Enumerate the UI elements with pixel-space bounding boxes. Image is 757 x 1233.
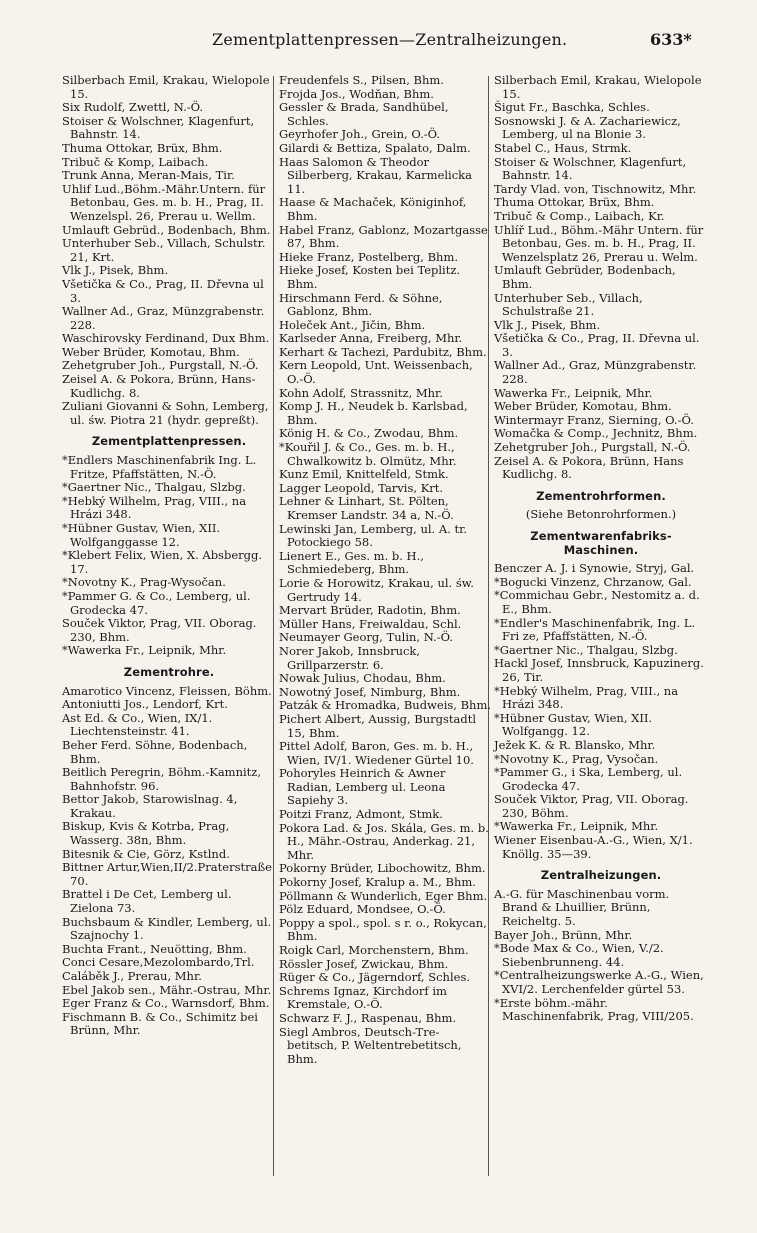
directory-entry: Sosnowski J. & A. Zachariewicz, Lemberg, ul na Blonie 3. (494, 113, 681, 142)
directory-entry: Conci Cesare,Mezolombardo,Trl. (62, 955, 255, 970)
directory-entry: Wintermayr Franz, Sierning, O.-Ö. (494, 412, 694, 427)
directory-entry: *Gaertner Nic., Thalgau, Slzbg. (62, 480, 246, 495)
directory-entry: Schwarz F. J., Raspenau, Bhm. (279, 1010, 457, 1025)
directory-entry: Tribuč & Comp., Laibach, Kr. (494, 208, 665, 223)
directory-entry: Lagger Leopold, Tarvis, Krt. (279, 480, 444, 495)
directory-entry: Schrems Ignaz, Kirchdorf im Kremstale, O.-Ö. (279, 983, 447, 1012)
directory-entry: Thuma Ottokar, Brüx, Bhm. (494, 195, 655, 210)
directory-entry: Wiener Eisenbau-A.-G., Wien, X/1. Knöllg. 35—39. (494, 833, 693, 861)
directory-entry: *Gaertner Nic., Thalgau, Slzbg. (494, 642, 678, 657)
directory-entry: Benczer A. J. i Synowie, Stryj, Gal. (494, 561, 695, 576)
directory-entry: Hirschmann Ferd. & Söhne, Gablonz, Bhm. (279, 290, 443, 319)
directory-entry: Pokorny Brüder, Libochowitz, Bhm. (279, 861, 486, 876)
directory-entry: Habel Franz, Gablonz, Mozartgasse 87, Bhm. (279, 222, 488, 251)
directory-entry: Uhlíř Lud., Böhm.-Mähr Untern. für Betonbau, Ges. m. b. H., Prag, II. Wenzelsplatz 26, Prerau u. Welm. (494, 222, 704, 264)
directory-entry: Eger Franz & Co., Warnsdorf, Bhm. (62, 996, 270, 1011)
directory-entry: Freudenfels S., Pilsen, Bhm. (279, 73, 444, 87)
directory-entry: Zeisel A. & Pokora, Brünn, Hans Kudlichg. 8. (494, 453, 684, 482)
directory-entry: *Hebký Wilhelm, Prag, VIII., na Hrázi 348. (494, 683, 679, 712)
directory-entry: Mervart Brüder, Radotin, Bhm. (279, 603, 461, 618)
directory-entry: Frojda Jos., Wodňan, Bhm. (279, 86, 434, 101)
directory-entry: Caláběk J., Prerau, Mhr. (62, 969, 202, 983)
directory-entry: Amarotico Vincenz, Fleissen, Böhm. (62, 683, 272, 698)
directory-entry: Lorie & Horowitz, Krakau, ul. św. Gertrudy 14. (279, 575, 474, 604)
directory-entry: Bittner Artur,Wien,II/2.Praterstraße 70. (62, 860, 272, 888)
directory-entry: Neumayer Georg, Tulin, N.-Ö. (279, 630, 454, 645)
column-right (494, 74, 708, 1024)
directory-entry: Unterhuber Seb., Villach, Schulstraße 21. (494, 290, 643, 319)
directory-entry: Všetička & Co., Prag, II. Dřevna ul 3. (62, 276, 264, 305)
directory-entry: Trunk Anna, Meran-Mais, Tir. (62, 168, 235, 183)
directory-entry: *Commichau Gebr., Nestomitz a. d. E., Bhm. (494, 588, 700, 616)
directory-entry: *Wawerka Fr., Leipnik, Mhr. (494, 819, 659, 834)
directory-entry: *Bogucki Vinzenz, Chrzanow, Gal. (494, 574, 692, 589)
directory-entry: Pöllmann & Wunderlich, Eger Bhm. (279, 888, 488, 903)
directory-entry: Haase & Machaček, Königinhof, Bhm. (279, 195, 467, 223)
directory-entry: *Endler's Maschinenfabrik, Ing. L. Fri ze, Pfaffstätten, N.-Ö. (494, 615, 696, 644)
directory-entry: Stoiser & Wolschner, Klagenfurt, Bahnstr. 14. (62, 113, 255, 142)
directory-entry: Poppy a spol., spol. s r. o., Rokycan, Bhm. (279, 915, 487, 944)
directory-entry: Vlk J., Pisek, Bhm. (494, 317, 601, 332)
directory-entry: Pohoryles Heinrich & Awner Radian, Lemberg ul. Leona Sapiehy 3. (279, 766, 446, 808)
directory-entry: Geyrhofer Joh., Grein, O.-Ö. (279, 127, 441, 142)
directory-entry: Komp J. H., Neudek b. Karlsbad, Bhm. (279, 399, 468, 427)
directory-entry: Holeček Ant., Jičin, Bhm. (279, 317, 426, 332)
directory-entry: Pokorny Josef, Kralup a. M., Bhm. (279, 875, 476, 890)
directory-entry: Šigut Fr., Baschka, Schles. (494, 100, 650, 115)
directory-entry: Souček Viktor, Prag, VII. Oborag. 230, Bhm. (62, 616, 257, 644)
directory-entry: Souček Viktor, Prag, VII. Oborag. 230, Böhm. (494, 792, 689, 820)
directory-entry: Zeisel A. & Pokora, Brünn, Hans-Kudlichg. 8. (62, 372, 256, 400)
directory-entry: Stabel C., Haus, Strmk. (494, 140, 632, 155)
directory-entry: Bitesnik & Cie, Görz, Kstlnd. (62, 846, 230, 861)
directory-entry: Silberbach Emil, Krakau, Wielopole 15. (494, 73, 702, 101)
directory-entry: Wallner Ad., Graz, Münzgrabenstr. 228. (494, 358, 697, 387)
directory-entry: *Bode Max & Co., Wien, V./2. Siebenbrunneng. 44. (494, 941, 664, 969)
directory-entry: Pichert Albert, Aussig, Burgstadtl 15, Bhm. (279, 711, 477, 740)
cross-reference-note: (Siehe Betonrohrformen.) (525, 507, 677, 522)
directory-entry: Norer Jakob, Innsbruck, Grillparzerstr. 6. (279, 643, 421, 672)
directory-entry: Thuma Ottokar, Brüx, Bhm. (62, 140, 223, 155)
running-title: Zementplattenpressen—Zentralheizungen. (212, 30, 568, 49)
directory-entry: Biskup, Kvis & Kotrba, Prag, Wasserg. 38n, Bhm. (62, 819, 230, 848)
directory-entry: Weber Brüder, Komotau, Bhm. (62, 344, 240, 359)
directory-entry: Všetička & Co., Prag, II. Dřevna ul. 3. (494, 331, 700, 359)
directory-entry: Pölz Eduard, Mondsee, O.-Ö. (279, 902, 446, 917)
directory-entry: Pittel Adolf, Baron, Ges. m. b. H., Wien, IV/1. Wiedener Gürtel 10. (279, 739, 474, 767)
directory-entry: Pokora Lad. & Jos. Skála, Ges. m. b. H., Mähr.-Ostrau, Anderkag. 21, Mhr. (279, 820, 489, 862)
directory-entry: Zehetgruber Joh., Purgstall, N.-Ö. (494, 440, 691, 455)
directory-entry: Siegl Ambros, Deutsch-Tre- betitsch, P. Weltentrebetitsch, Bhm. (279, 1024, 462, 1066)
directory-entry: A.-G. für Maschinenbau vorm. Brand & Lhuillier, Brünn, Reicheltg. 5. (494, 886, 670, 929)
directory-entry: Gessler & Brada, Sandhübel, Schles. (279, 100, 449, 128)
page-header (0, 30, 757, 60)
directory-entry: Kern Leopold, Unt. Weissenbach, O.-Ö. (279, 358, 473, 387)
directory-entry: Poitzi Franz, Admont, Stmk. (279, 807, 443, 822)
directory-entry: *Novotny K., Prag-Wysočan. (62, 575, 226, 590)
directory-entry: Kerhart & Tachezi, Pardubitz, Bhm. (279, 344, 487, 359)
directory-entry: Bettor Jakob, Starowislnag. 4, Krakau. (62, 792, 238, 820)
directory-entry: Lienert E., Ges. m. b. H., Schmiedeberg, Bhm. (279, 548, 424, 577)
section-heading: Zementplattenpressen. (91, 434, 247, 449)
directory-entry: Kohn Adolf, Strassnitz, Mhr. (279, 385, 443, 400)
directory-entry: *Endlers Maschinenfabrik Ing. L. Fritze, Pfaffstätten, N.-Ö. (62, 453, 257, 481)
directory-entry: Fischmann B. & Co., Schimitz bei Brünn, Mhr. (62, 1009, 258, 1038)
directory-entry: Roigk Carl, Morchenstern, Bhm. (279, 943, 469, 957)
directory-entry: *Hübner Gustav, Wien, XII. Wolfgangg. 12. (494, 710, 653, 739)
directory-entry: Rüger & Co., Jägerndorf, Schles. (279, 970, 471, 985)
column-middle (279, 74, 491, 1066)
section-heading: Zementrohrformen. (536, 488, 666, 503)
directory-entry: König H. & Co., Zwodau, Bhm. (279, 426, 459, 441)
directory-entry: Karlseder Anna, Freiberg, Mhr. (279, 331, 463, 346)
directory-entry: Gilardi & Bettiza, Spalato, Dalm. (279, 140, 471, 155)
directory-entry: Hieke Josef, Kosten bei Teplitz. Bhm. (279, 263, 461, 291)
column-left (62, 74, 276, 1038)
directory-entry: Zehetgruber Joh., Purgstall, N.-Ö. (62, 358, 259, 373)
directory-entry: *Hübner Gustav, Wien, XII. Wolfganggasse 12. (62, 521, 221, 549)
directory-entry: Haas Salomon & Theodor Silberberg, Krakau, Karmelicka 11. (279, 154, 472, 196)
directory-entry: *Hebký Wilhelm, Prag, VIII., na Hrázi 348. (62, 493, 247, 522)
directory-entry: Womačka & Comp., Jechnitz, Bhm. (494, 426, 698, 441)
directory-entry: Beher Ferd. Söhne, Bodenbach, Bhm. (62, 737, 248, 766)
directory-entry: Kunz Emil, Knittelfeld, Stmk. (279, 467, 449, 482)
directory-entry: Waschirovsky Ferdinand, Dux Bhm. (62, 331, 270, 346)
directory-entry: Hackl Josef, Innsbruck, Kapuzinerg. 26, Tir. (494, 656, 704, 684)
directory-entry: Zuliani Giovanni & Sohn, Lemberg, ul. św. Piotra 21 (hydr. gepreßt). (62, 399, 269, 427)
directory-entry: Nowotný Josef, Nimburg, Bhm. (279, 684, 461, 699)
directory-entry: Unterhuber Seb., Villach, Schulstr. 21, Krt. (62, 236, 266, 264)
directory-entry: Buchta Frant., Neuötting, Bhm. (62, 941, 247, 956)
directory-entry: Bayer Joh., Brünn, Mhr. (494, 927, 633, 942)
directory-entry: Vlk J., Pisek, Bhm. (62, 263, 169, 278)
section-heading: Zentralheizungen. (540, 868, 662, 883)
section-heading: Zementwarenfabriks-Maschinen. (530, 529, 672, 557)
directory-entry: *Wawerka Fr., Leipnik, Mhr. (62, 643, 227, 658)
directory-entry: Ast Ed. & Co., Wien, IX/1. Liechtensteinstr. 41. (62, 710, 213, 739)
directory-entry: Beitlich Peregrin, Böhm.-Kamnitz, Bahnhofstr. 96. (62, 765, 261, 793)
directory-entry: Buchsbaum & Kindler, Lemberg, ul. Szajnochy 1. (62, 914, 272, 943)
directory-entry: Patzák & Hromadka, Budweis, Bhm. (279, 698, 492, 713)
directory-entry: Stoiser & Wolschner, Klagenfurt, Bahnstr. 14. (494, 154, 687, 183)
section-heading: Zementrohre. (123, 664, 215, 679)
directory-entry: Weber Brüder, Komotau, Bhm. (494, 399, 672, 414)
directory-entry: Umlauft Gebrüd., Bodenbach, Bhm. (62, 222, 271, 237)
directory-entry: *Kouřil J. & Co., Ges. m. b. H., Chwalkowitz b. Olmütz, Mhr. (279, 440, 457, 468)
directory-entry: *Novotny K., Prag, Vysočan. (494, 751, 659, 766)
page-number: 633* (650, 30, 692, 49)
directory-entry: Umlauft Gebrüder, Bodenbach, Bhm. (494, 263, 676, 291)
directory-entry: Silberbach Emil, Krakau, Wielopole 15. (62, 73, 270, 101)
directory-entry: *Centralheizungswerke A.-G., Wien, XVI/2. Lerchenfelder gürtel 53. (494, 968, 704, 996)
directory-entry: Tardy Vlad. von, Tischnowitz, Mhr. (494, 181, 697, 196)
directory-entry: Tribuč & Komp, Laibach. (62, 154, 209, 169)
directory-entry: Ježek K. & R. Blansko, Mhr. (494, 737, 656, 752)
directory-entry: Lewinski Jan, Lemberg, ul. A. tr. Potockiego 58. (279, 521, 467, 550)
directory-entry: Ebel Jakob sen., Mähr.-Ostrau, Mhr. (62, 982, 272, 997)
directory-entry: *Erste böhm.-mähr. Maschinenfabrik, Prag, VIII/205. (494, 995, 694, 1024)
directory-entry: Uhlif Lud.,Böhm.-Mähr.Untern. für Betonbau, Ges. m. b. H., Prag, II. Wenzelspl. 26, Prerau u. Wellm. (62, 181, 266, 223)
directory-entry: *Klebert Felix, Wien, X. Absbergg. 17. (62, 548, 263, 576)
directory-entry: Wallner Ad., Graz, Münzgrabenstr. 228. (62, 304, 265, 332)
directory-entry: Hieke Franz, Postelberg, Bhm. (279, 249, 459, 264)
directory-entry: *Pammer G., i Ska, Lemberg, ul. Grodecka 47. (494, 765, 683, 793)
directory-entry: Rössler Josef, Zwickau, Bhm. (279, 956, 449, 971)
directory-entry: Müller Hans, Freiwaldau, Schl. (279, 616, 462, 631)
directory-entry: Lehner & Linhart, St. Pölten, Kremser Landstr. 34 a, N.-Ö. (279, 494, 454, 522)
directory-entry: Nowak Julius, Chodau, Bhm. (279, 671, 446, 686)
directory-entry: *Pammer G. & Co., Lemberg, ul. Grodecka 47. (62, 588, 251, 617)
directory-entry: Six Rudolf, Zwettl, N.-Ö. (62, 100, 204, 115)
directory-entry: Antoniutti Jos., Lendorf, Krt. (62, 697, 228, 712)
directory-entry: Wawerka Fr., Leipnik, Mhr. (494, 385, 653, 400)
directory-entry: Brattel i De Cet, Lemberg ul. Zielona 73. (62, 887, 232, 916)
